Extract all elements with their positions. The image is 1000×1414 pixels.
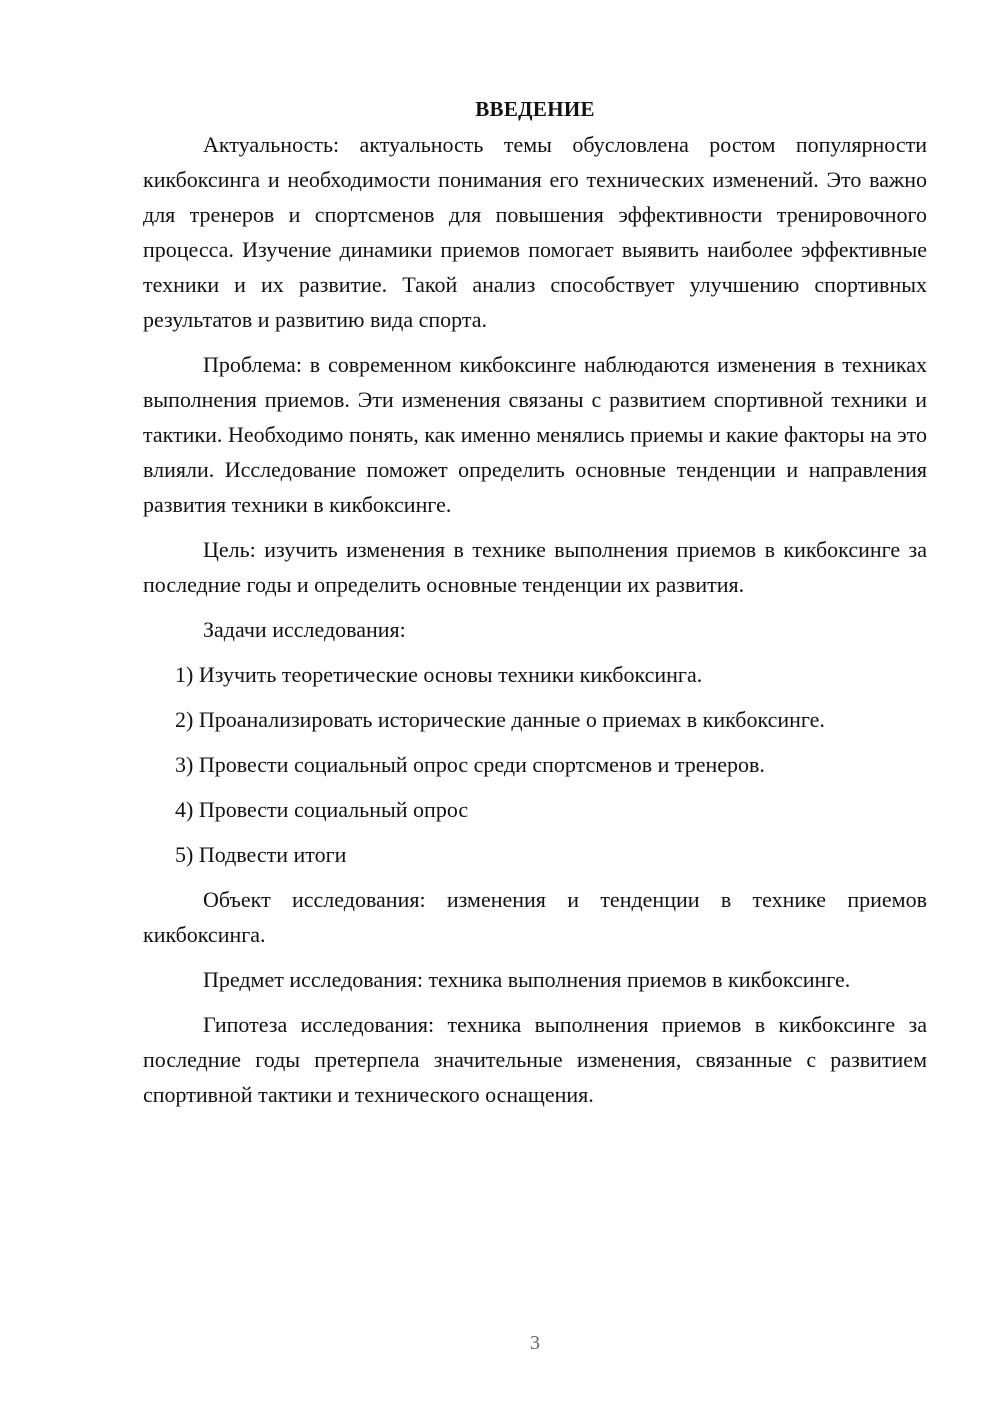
subject-paragraph: Предмет исследования: техника выполнения приемов в кикбоксинге.	[203, 967, 851, 992]
page-number: 3	[530, 1332, 540, 1354]
relevance-paragraph: Актуальность: актуальность темы обусловлена ростом популярности кикбоксинга и необходимости понимания его технических изменений. Это важно для тренеров и спортсменов для повышения эффективности тренировочного процесса. Изучение динамики приемов помогает выявить наиболее эффективные техники и их развитие. Такой анализ способствует улучшению спортивных результатов и развитию вида спорта.	[143, 132, 927, 332]
task-item: 1) Изучить теоретические основы техники кикбоксинга.	[175, 662, 703, 687]
task-item: 5) Подвести итоги	[175, 842, 347, 867]
goal-paragraph: Цель: изучить изменения в технике выполнения приемов в кикбоксинге за последние годы и определить основные тенденции их развития.	[143, 537, 927, 597]
document-page	[143, 92, 927, 1122]
object-paragraph: Объект исследования: изменения и тенденции в технике приемов кикбоксинга.	[143, 887, 927, 947]
task-item: 4) Провести социальный опрос	[175, 797, 469, 822]
section-title: ВВЕДЕНИЕ	[475, 97, 595, 121]
tasks-heading: Задачи исследования:	[203, 617, 406, 642]
tasks-list	[143, 657, 927, 872]
problem-paragraph: Проблема: в современном кикбоксинге наблюдаются изменения в техниках выполнения приемов. Эти изменения связаны с развитием спортивной техники и тактики. Необходимо понять, как именно менялись приемы и какие факторы на это влияли. Исследование поможет определить основные тенденции и направления развития техники в кикбоксинге.	[143, 352, 927, 517]
task-item: 2) Проанализировать исторические данные о приемах в кикбоксинге.	[175, 707, 825, 732]
task-item: 3) Провести социальный опрос среди спортсменов и тренеров.	[175, 752, 765, 777]
hypothesis-paragraph: Гипотеза исследования: техника выполнения приемов в кикбоксинге за последние годы претерпела значительные изменения, связанные с развитием спортивной тактики и технического оснащения.	[143, 1012, 927, 1107]
